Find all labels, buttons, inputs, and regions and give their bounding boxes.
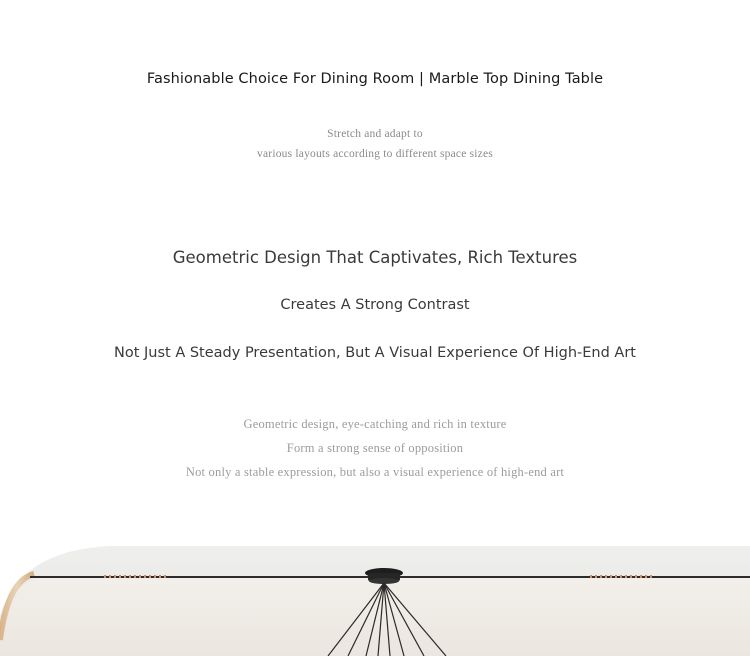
page-title: Fashionable Choice For Dining Room | Marble Top Dining Table	[146, 71, 604, 87]
feature-description-2: Form a strong sense of opposition	[286, 441, 464, 455]
feature-headline-3: Not Just A Steady Presentation, But A Visual Experience Of High-End Art	[114, 345, 636, 361]
product-photo-ceiling-chandelier	[0, 540, 750, 656]
feature-headline-2: Creates A Strong Contrast	[280, 297, 470, 313]
feature-headline-1: Geometric Design That Captivates, Rich Textures	[172, 248, 578, 267]
feature-description-3: Not only a stable expression, but also a visual experience of high-end art	[185, 465, 565, 479]
subtitle-line-2: various layouts according to different space sizes	[257, 148, 493, 160]
feature-description-1: Geometric design, eye-catching and rich in texture	[243, 417, 507, 431]
subtitle-line-1: Stretch and adapt to	[327, 128, 423, 140]
